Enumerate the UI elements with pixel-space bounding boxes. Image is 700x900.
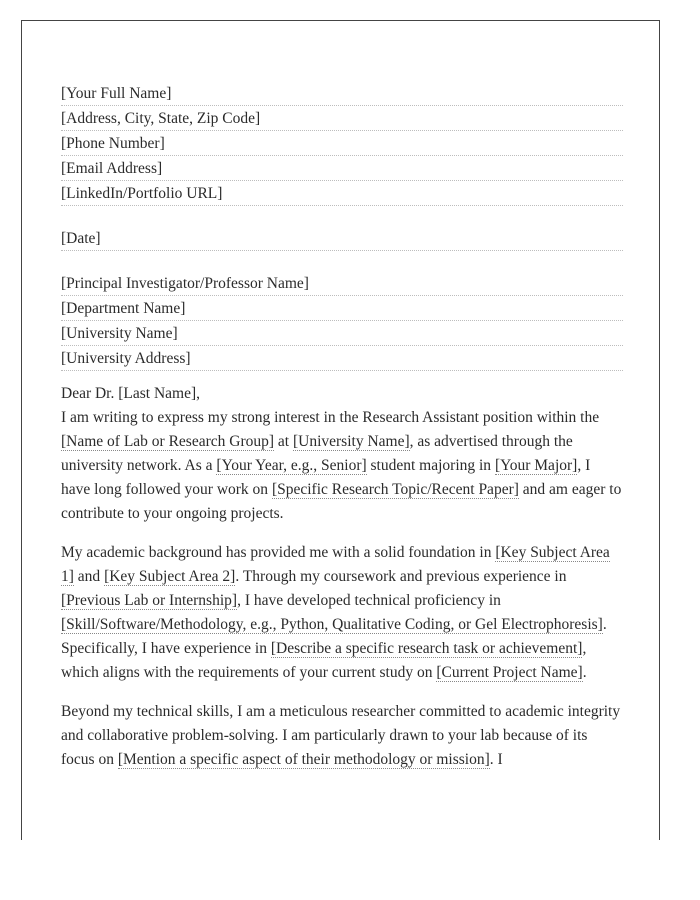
placeholder-previous-lab[interactable]: [Previous Lab or Internship] bbox=[61, 592, 238, 609]
recipient-department-field[interactable]: [Department Name] bbox=[61, 296, 623, 321]
placeholder-your-major[interactable]: [Your Major] bbox=[494, 457, 578, 474]
placeholder-key-subject-2[interactable]: [Key Subject Area 2] bbox=[104, 568, 236, 585]
placeholder-methodology-aspect[interactable]: [Mention a specific aspect of their methodology or mission] bbox=[117, 751, 490, 768]
recipient-name-field[interactable]: [Principal Investigator/Professor Name] bbox=[61, 271, 623, 296]
paragraph-2: My academic background has provided me with a solid foundation in [Key Subject Area 1] and [Key Subject Area 2]. Through my coursework and previous experience in [Previous Lab or Internship], I have developed technical proficiency in [Skill/Software/Methodology, e.g., Python, Qualitative Coding, or Gel Electrophoresis]. Specifically, I have experience in [Describe a specific research task or achievement], which aligns with the requirements of your current study on [Current Project Name]. bbox=[61, 544, 610, 681]
sender-block bbox=[61, 81, 623, 206]
placeholder-research-topic[interactable]: [Specific Research Topic/Recent Paper] bbox=[271, 481, 519, 498]
placeholder-lab-name[interactable]: [Name of Lab or Research Group] bbox=[61, 433, 275, 450]
sender-address-field[interactable]: [Address, City, State, Zip Code] bbox=[61, 106, 623, 131]
recipient-block bbox=[61, 271, 623, 371]
recipient-address-field[interactable]: [University Address] bbox=[61, 346, 623, 371]
letter-page bbox=[21, 20, 660, 840]
paragraph-3: Beyond my technical skills, I am a meticulous researcher committed to academic integrity and collaborative problem-solving. I am particularly drawn to your lab because of its focus on [Mention a specific aspect of their methodology or mission]. I bbox=[61, 703, 621, 768]
sender-full-name-field[interactable]: [Your Full Name] bbox=[61, 81, 623, 106]
placeholder-skill[interactable]: [Skill/Software/Methodology, e.g., Python, Qualitative Coding, or Gel Electrophoresis] bbox=[61, 616, 603, 633]
letter-content bbox=[61, 81, 623, 787]
placeholder-current-project[interactable]: [Current Project Name] bbox=[436, 664, 583, 681]
date-field[interactable]: [Date] bbox=[61, 226, 623, 251]
salutation: Dear Dr. [Last Name], bbox=[61, 385, 201, 402]
paragraph-1: I am writing to express my strong interest in the Research Assistant position within the [Name of Lab or Research Group] at [University Name], as advertised through the university network. As a [Your Year, e.g., Senior] student majoring in [Your Major], I have long followed your work on [Specific Research Topic/Recent Paper] and am eager to contribute to your ongoing projects. bbox=[61, 409, 622, 522]
sender-phone-field[interactable]: [Phone Number] bbox=[61, 131, 623, 156]
placeholder-university-name[interactable]: [University Name] bbox=[292, 433, 410, 450]
placeholder-your-year[interactable]: [Your Year, e.g., Senior] bbox=[216, 457, 367, 474]
placeholder-key-subject-1[interactable]: [Key Subject Area 1] bbox=[61, 544, 610, 585]
recipient-university-field[interactable]: [University Name] bbox=[61, 321, 623, 346]
sender-linkedin-field[interactable]: [LinkedIn/Portfolio URL] bbox=[61, 181, 623, 206]
sender-email-field[interactable]: [Email Address] bbox=[61, 156, 623, 181]
placeholder-research-task[interactable]: [Describe a specific research task or achievement] bbox=[270, 640, 583, 657]
